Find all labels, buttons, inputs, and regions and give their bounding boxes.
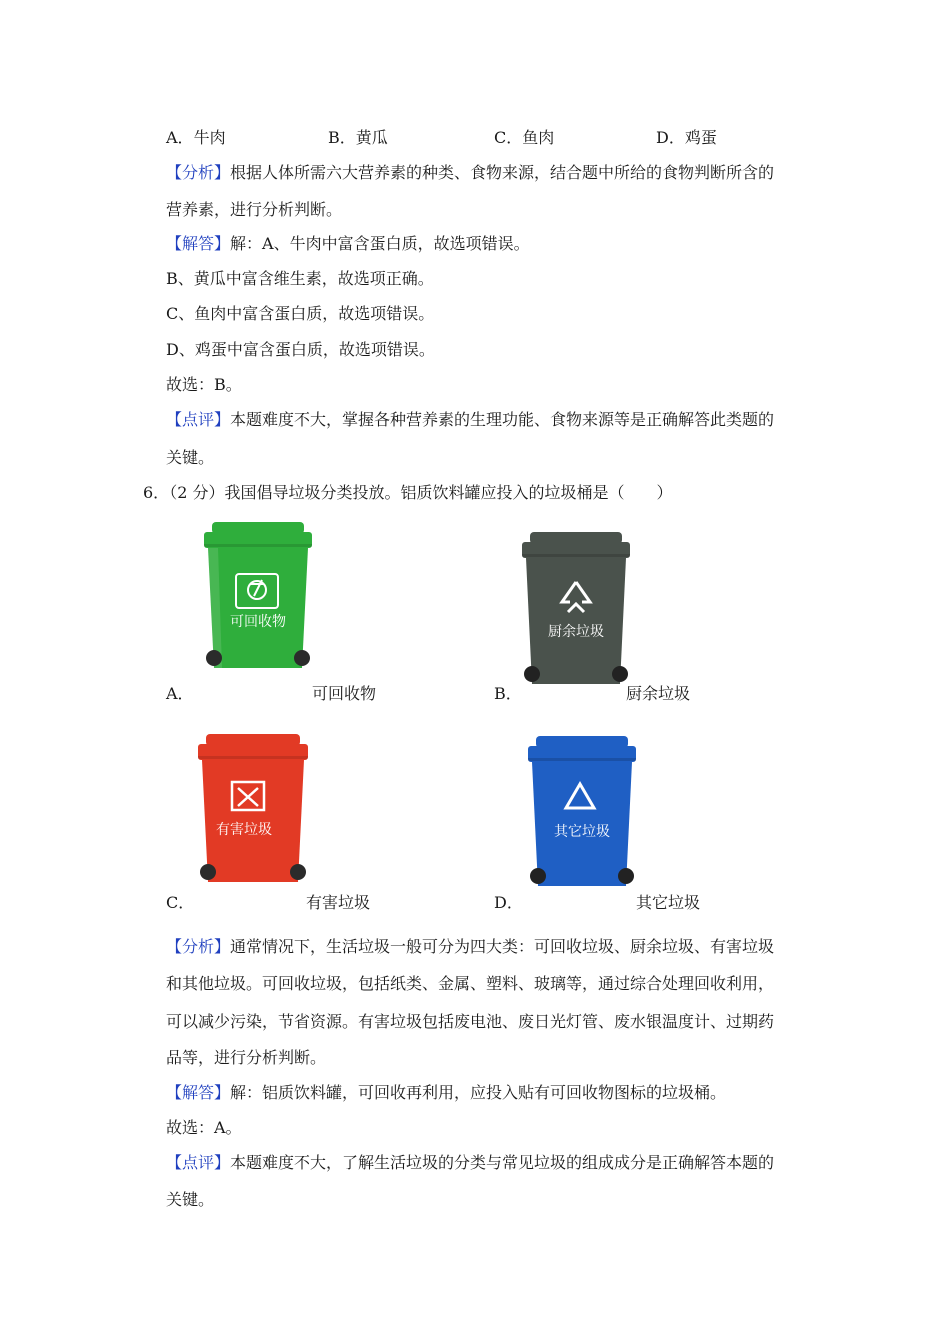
q5-answer-c: C、鱼肉中富含蛋白质，故选项错误。 xyxy=(166,304,435,323)
option-text: 鱼肉 xyxy=(522,128,555,147)
q6-option-d-caption: 其它垃圾 xyxy=(636,893,701,912)
hazardous-bin-image xyxy=(194,730,312,890)
option-letter: B． xyxy=(328,128,356,147)
comment-text: 本题难度不大，掌握各种营养素的生理功能、食物来源等是正确解答此类题的 xyxy=(230,410,775,429)
q5-option-d xyxy=(656,128,717,148)
q6-stem xyxy=(143,483,672,503)
q5-choice: 故选：B。 xyxy=(166,375,242,394)
q6-analysis xyxy=(166,937,774,957)
q5-answer-b: B、黄瓜中富含维生素，故选项正确。 xyxy=(166,269,434,288)
answer-text: 解：铝质饮料罐，可回收再利用，应投入贴有可回收物图标的垃圾桶。 xyxy=(230,1083,727,1102)
q6-option-b-letter: B． xyxy=(494,684,522,703)
q6-option-a-caption: 可回收物 xyxy=(312,684,377,703)
q5-answer xyxy=(166,234,530,254)
comment-tag: 【点评】 xyxy=(166,1153,231,1172)
q6-option-c-letter: C． xyxy=(166,893,195,912)
bin-text: 厨余垃圾 xyxy=(548,624,604,640)
q5-analysis xyxy=(166,163,774,183)
q5-option-b xyxy=(328,128,388,148)
q5-comment xyxy=(166,410,774,430)
bin-text: 可回收物 xyxy=(230,614,286,630)
option-letter: D． xyxy=(656,128,685,147)
analysis-text: 通常情况下，生活垃圾一般可分为四大类：可回收垃圾、厨余垃圾、有害垃圾 xyxy=(230,937,775,956)
question-number: 6． xyxy=(143,483,170,502)
q5-comment-cont: 关键。 xyxy=(166,448,215,467)
q6-option-a-letter: A． xyxy=(166,684,194,703)
analysis-text: 根据人体所需六大营养素的种类、食物来源，结合题中所给的食物判断所含的 xyxy=(230,163,775,182)
recycle-bin-image xyxy=(198,518,318,676)
q5-analysis-cont: 营养素，进行分析判断。 xyxy=(166,200,343,219)
kitchen-waste-bin-image xyxy=(518,528,634,690)
analysis-tag: 【分析】 xyxy=(166,163,231,182)
option-text: 牛肉 xyxy=(193,128,226,147)
q6-analysis-cont-2: 可以减少污染，节省资源。有害垃圾包括废电池、废日光灯管、废水银温度计、过期药 xyxy=(166,1012,775,1031)
q6-option-c-caption: 有害垃圾 xyxy=(306,893,371,912)
answer-tag: 【解答】 xyxy=(166,234,231,253)
q6-analysis-cont-3: 品等，进行分析判断。 xyxy=(166,1048,327,1067)
q6-option-d-letter: D． xyxy=(494,893,523,912)
question-text: （2 分）我国倡导垃圾分类投放。铝质饮料罐应投入的垃圾桶是（ ） xyxy=(169,483,673,502)
q6-choice: 故选：A。 xyxy=(166,1118,242,1137)
comment-tag: 【点评】 xyxy=(166,410,231,429)
analysis-tag: 【分析】 xyxy=(166,937,231,956)
option-text: 黄瓜 xyxy=(355,128,388,147)
q6-comment xyxy=(166,1153,774,1173)
other-waste-bin-image xyxy=(524,732,640,892)
option-text: 鸡蛋 xyxy=(684,128,717,147)
bin-text: 其它垃圾 xyxy=(554,824,610,840)
q5-option-c xyxy=(494,128,554,148)
option-letter: C． xyxy=(494,128,523,147)
option-letter: A． xyxy=(166,128,194,147)
q6-analysis-cont-1: 和其他垃圾。可回收垃圾，包括纸类、金属、塑料、玻璃等，通过综合处理回收利用， xyxy=(166,974,775,993)
q5-answer-d: D、鸡蛋中富含蛋白质，故选项错误。 xyxy=(166,340,435,359)
q5-option-a xyxy=(166,128,226,148)
q6-comment-cont: 关键。 xyxy=(166,1190,215,1209)
q6-answer xyxy=(166,1083,726,1103)
answer-tag: 【解答】 xyxy=(166,1083,231,1102)
bin-text: 有害垃圾 xyxy=(216,822,272,838)
answer-text: 解：A、牛肉中富含蛋白质，故选项错误。 xyxy=(230,234,530,253)
q6-option-b-caption: 厨余垃圾 xyxy=(626,684,691,703)
comment-text: 本题难度不大，了解生活垃圾的分类与常见垃圾的组成成分是正确解答本题的 xyxy=(230,1153,775,1172)
